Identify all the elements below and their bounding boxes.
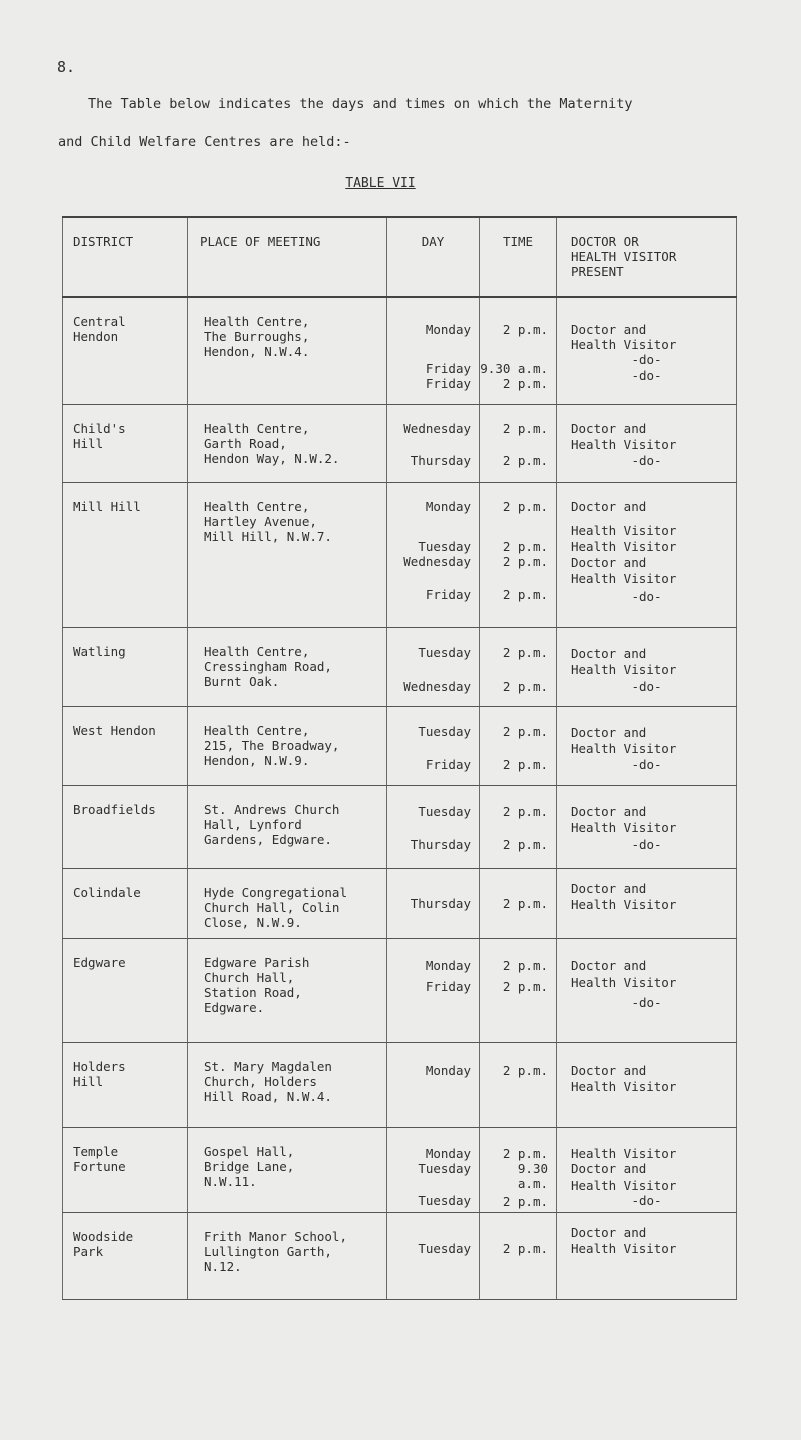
district-cell	[63, 405, 188, 483]
place-of-meeting: Health Centre, Cressingham Road, Burnt Oak.	[204, 644, 332, 689]
place-cell	[188, 1213, 387, 1300]
time-entry: 2 p.m.	[502, 554, 548, 569]
day-entry: Tuesday	[418, 1193, 471, 1208]
doctor-entry: -do-	[631, 757, 662, 772]
doctor-entry: Health Visitor	[571, 820, 677, 835]
place-cell	[188, 939, 387, 1043]
district-cell	[63, 707, 188, 786]
time-cell	[480, 939, 557, 1043]
time-entry: 2 p.m.	[502, 376, 548, 391]
time-entry: 2 p.m.	[502, 1241, 548, 1256]
day-cell	[387, 707, 480, 786]
place-of-meeting: Health Centre, Garth Road, Hendon Way, N.W.2.	[204, 421, 340, 466]
time-entry: 2 p.m.	[502, 757, 548, 772]
doctor-entry: Health Visitor	[571, 523, 677, 538]
place-of-meeting: Health Centre, 215, The Broadway, Hendon, N.W.9.	[204, 723, 340, 768]
doctor-cell	[557, 786, 737, 869]
table-caption	[0, 176, 801, 191]
doctor-entry: Doctor and	[571, 421, 647, 436]
doctor-entry: Health Visitor	[571, 897, 677, 912]
doctor-entry: -do-	[631, 368, 662, 383]
district-cell	[63, 1213, 188, 1300]
table-row	[63, 297, 737, 405]
day-entry: Wednesday	[403, 679, 471, 694]
doctor-entry: Health Visitor	[571, 539, 677, 554]
day-entry: Thursday	[410, 837, 471, 852]
place-cell	[188, 405, 387, 483]
place-cell	[188, 628, 387, 707]
district-name: Colindale	[73, 885, 141, 900]
time-entry: 2 p.m.	[502, 1194, 548, 1209]
district-name: Holders Hill	[73, 1059, 126, 1089]
doctor-entry: Health Visitor	[571, 741, 677, 756]
day-entry: Friday	[425, 587, 471, 602]
doctor-cell	[557, 297, 737, 405]
table-row	[63, 707, 737, 786]
place-cell	[188, 1043, 387, 1128]
place-of-meeting: Health Centre, The Burroughs, Hendon, N.W.4.	[204, 314, 310, 359]
time-entry: 9.30 a.m.	[480, 361, 548, 376]
doctor-entry: Doctor and	[571, 1161, 647, 1176]
table-row	[63, 869, 737, 939]
doctor-entry: Doctor and	[571, 804, 647, 819]
district-name: Edgware	[73, 955, 126, 970]
doctor-entry: Doctor and	[571, 1225, 647, 1240]
doctor-entry: Health Visitor	[571, 337, 677, 352]
place-of-meeting: Health Centre, Hartley Avenue, Mill Hill, N.W.7.	[204, 499, 332, 544]
table-row	[63, 1128, 737, 1213]
district-name: Temple Fortune	[73, 1144, 126, 1174]
district-cell	[63, 1128, 188, 1213]
day-entry: Wednesday	[403, 421, 471, 436]
doctor-entry: Health Visitor	[571, 571, 677, 586]
doctor-entry: Doctor and	[571, 1063, 647, 1078]
doctor-cell	[557, 483, 737, 628]
district-name: Woodside Park	[73, 1229, 134, 1259]
table-row	[63, 1213, 737, 1300]
table-row	[63, 939, 737, 1043]
time-entry: 2 p.m.	[502, 322, 548, 337]
day-cell	[387, 939, 480, 1043]
district-name: Child's Hill	[73, 421, 126, 451]
time-entry: 2 p.m.	[502, 1146, 548, 1161]
day-entry: Monday	[425, 958, 471, 973]
doctor-entry: Doctor and	[571, 555, 647, 570]
time-entry: 2 p.m.	[502, 724, 548, 739]
day-cell	[387, 483, 480, 628]
doctor-cell	[557, 1128, 737, 1213]
time-cell	[480, 869, 557, 939]
doctor-entry: -do-	[631, 837, 662, 852]
day-entry: Thursday	[410, 453, 471, 468]
time-entry: 2 p.m.	[502, 1063, 548, 1078]
time-cell	[480, 707, 557, 786]
doctor-entry: Health Visitor	[571, 1241, 677, 1256]
doctor-cell	[557, 1043, 737, 1128]
doctor-entry: Doctor and	[571, 499, 647, 514]
place-cell	[188, 297, 387, 405]
day-cell	[387, 786, 480, 869]
place-of-meeting: Edgware Parish Church Hall, Station Road, Edgware.	[204, 955, 310, 1015]
district-cell	[63, 1043, 188, 1128]
table-row	[63, 483, 737, 628]
time-cell	[480, 1128, 557, 1213]
time-entry: 2 p.m.	[502, 645, 548, 660]
time-entry: 2 p.m.	[502, 979, 548, 994]
day-cell	[387, 405, 480, 483]
day-entry: Friday	[425, 361, 471, 376]
district-cell	[63, 786, 188, 869]
doctor-entry: Doctor and	[571, 322, 647, 337]
day-entry: Tuesday	[418, 804, 471, 819]
time-cell	[480, 1213, 557, 1300]
district-cell	[63, 483, 188, 628]
time-cell	[480, 628, 557, 707]
doctor-entry: Doctor and	[571, 725, 647, 740]
time-entry: 2 p.m.	[502, 896, 548, 911]
day-entry: Tuesday	[418, 724, 471, 739]
doctor-cell	[557, 405, 737, 483]
place-of-meeting: Gospel Hall, Bridge Lane, N.W.11.	[204, 1144, 295, 1189]
time-cell	[480, 483, 557, 628]
district-name: West Hendon	[73, 723, 156, 738]
district-name: Watling	[73, 644, 126, 659]
place-cell	[188, 707, 387, 786]
day-cell	[387, 1128, 480, 1213]
place-cell	[188, 786, 387, 869]
header-time: TIME	[480, 217, 557, 297]
district-name: Central Hendon	[73, 314, 126, 344]
day-entry: Monday	[425, 1146, 471, 1161]
time-entry: 2 p.m.	[502, 453, 548, 468]
day-entry: Friday	[425, 757, 471, 772]
time-cell	[480, 405, 557, 483]
time-entry: 2 p.m.	[502, 421, 548, 436]
day-entry: Tuesday	[418, 1161, 471, 1176]
time-cell	[480, 297, 557, 405]
table-row	[63, 628, 737, 707]
doctor-entry: -do-	[631, 1193, 662, 1208]
place-of-meeting: St. Mary Magdalen Church, Holders Hill Road, N.W.4.	[204, 1059, 332, 1104]
district-cell	[63, 628, 188, 707]
district-cell	[63, 939, 188, 1043]
day-entry: Tuesday	[418, 1241, 471, 1256]
doctor-cell	[557, 1213, 737, 1300]
day-entry: Tuesday	[418, 539, 471, 554]
day-cell	[387, 1213, 480, 1300]
day-entry: Monday	[425, 322, 471, 337]
header-district: DISTRICT	[63, 217, 188, 297]
table-row	[63, 405, 737, 483]
doctor-entry: Health Visitor	[571, 1178, 677, 1193]
place-cell	[188, 1128, 387, 1213]
table-caption-text: TABLE VII	[345, 176, 416, 191]
place-cell	[188, 483, 387, 628]
day-entry: Friday	[425, 376, 471, 391]
time-entry: 2 p.m.	[502, 804, 548, 819]
doctor-cell	[557, 869, 737, 939]
doctor-entry: Health Visitor	[571, 662, 677, 677]
place-of-meeting: Hyde Congregational Church Hall, Colin Close, N.W.9.	[204, 885, 347, 930]
doctor-entry: -do-	[631, 352, 662, 367]
table-row	[63, 1043, 737, 1128]
doctor-entry: Health Visitor	[571, 1079, 677, 1094]
intro-line-2: and Child Welfare Centres are held:-	[58, 134, 351, 150]
time-entry: 2 p.m.	[502, 837, 548, 852]
doctor-entry: Doctor and	[571, 646, 647, 661]
day-cell	[387, 297, 480, 405]
intro-line-1: The Table below indicates the days and times on which the Maternity	[88, 96, 633, 112]
time-entry: a.m.	[517, 1176, 548, 1191]
page-number: 8.	[57, 58, 76, 76]
doctor-entry: Health Visitor	[571, 975, 677, 990]
day-entry: Tuesday	[418, 645, 471, 660]
doctor-entry: Health Visitor	[571, 437, 677, 452]
time-entry: 2 p.m.	[502, 587, 548, 602]
time-entry: 2 p.m.	[502, 679, 548, 694]
time-entry: 2 p.m.	[502, 958, 548, 973]
district-name: Broadfields	[73, 802, 156, 817]
day-cell	[387, 628, 480, 707]
doctor-entry: Doctor and	[571, 958, 647, 973]
doctor-entry: -do-	[631, 995, 662, 1010]
district-cell	[63, 869, 188, 939]
place-of-meeting: St. Andrews Church Hall, Lynford Gardens, Edgware.	[204, 802, 340, 847]
doctor-cell	[557, 707, 737, 786]
day-cell	[387, 869, 480, 939]
place-cell	[188, 869, 387, 939]
time-entry: 2 p.m.	[502, 499, 548, 514]
doctor-entry: -do-	[631, 589, 662, 604]
time-entry: 2 p.m.	[502, 539, 548, 554]
doctor-cell	[557, 939, 737, 1043]
header-day: DAY	[387, 217, 480, 297]
header-place: PLACE OF MEETING	[188, 217, 387, 297]
header-doctor: DOCTOR OR HEALTH VISITOR PRESENT	[557, 217, 737, 297]
day-cell	[387, 1043, 480, 1128]
day-entry: Monday	[425, 1063, 471, 1078]
day-entry: Monday	[425, 499, 471, 514]
time-cell	[480, 786, 557, 869]
table-row	[63, 786, 737, 869]
table-header-row	[63, 217, 737, 297]
district-name: Mill Hill	[73, 499, 141, 514]
day-entry: Wednesday	[403, 554, 471, 569]
doctor-entry: Doctor and	[571, 881, 647, 896]
day-entry: Friday	[425, 979, 471, 994]
doctor-entry: -do-	[631, 453, 662, 468]
day-entry: Thursday	[410, 896, 471, 911]
time-cell	[480, 1043, 557, 1128]
time-entry: 9.30	[517, 1161, 548, 1176]
place-of-meeting: Frith Manor School, Lullington Garth, N.12.	[204, 1229, 347, 1274]
doctor-cell	[557, 628, 737, 707]
district-cell	[63, 297, 188, 405]
centres-table	[62, 216, 737, 1300]
doctor-entry: Health Visitor	[571, 1146, 677, 1161]
doctor-entry: -do-	[631, 679, 662, 694]
